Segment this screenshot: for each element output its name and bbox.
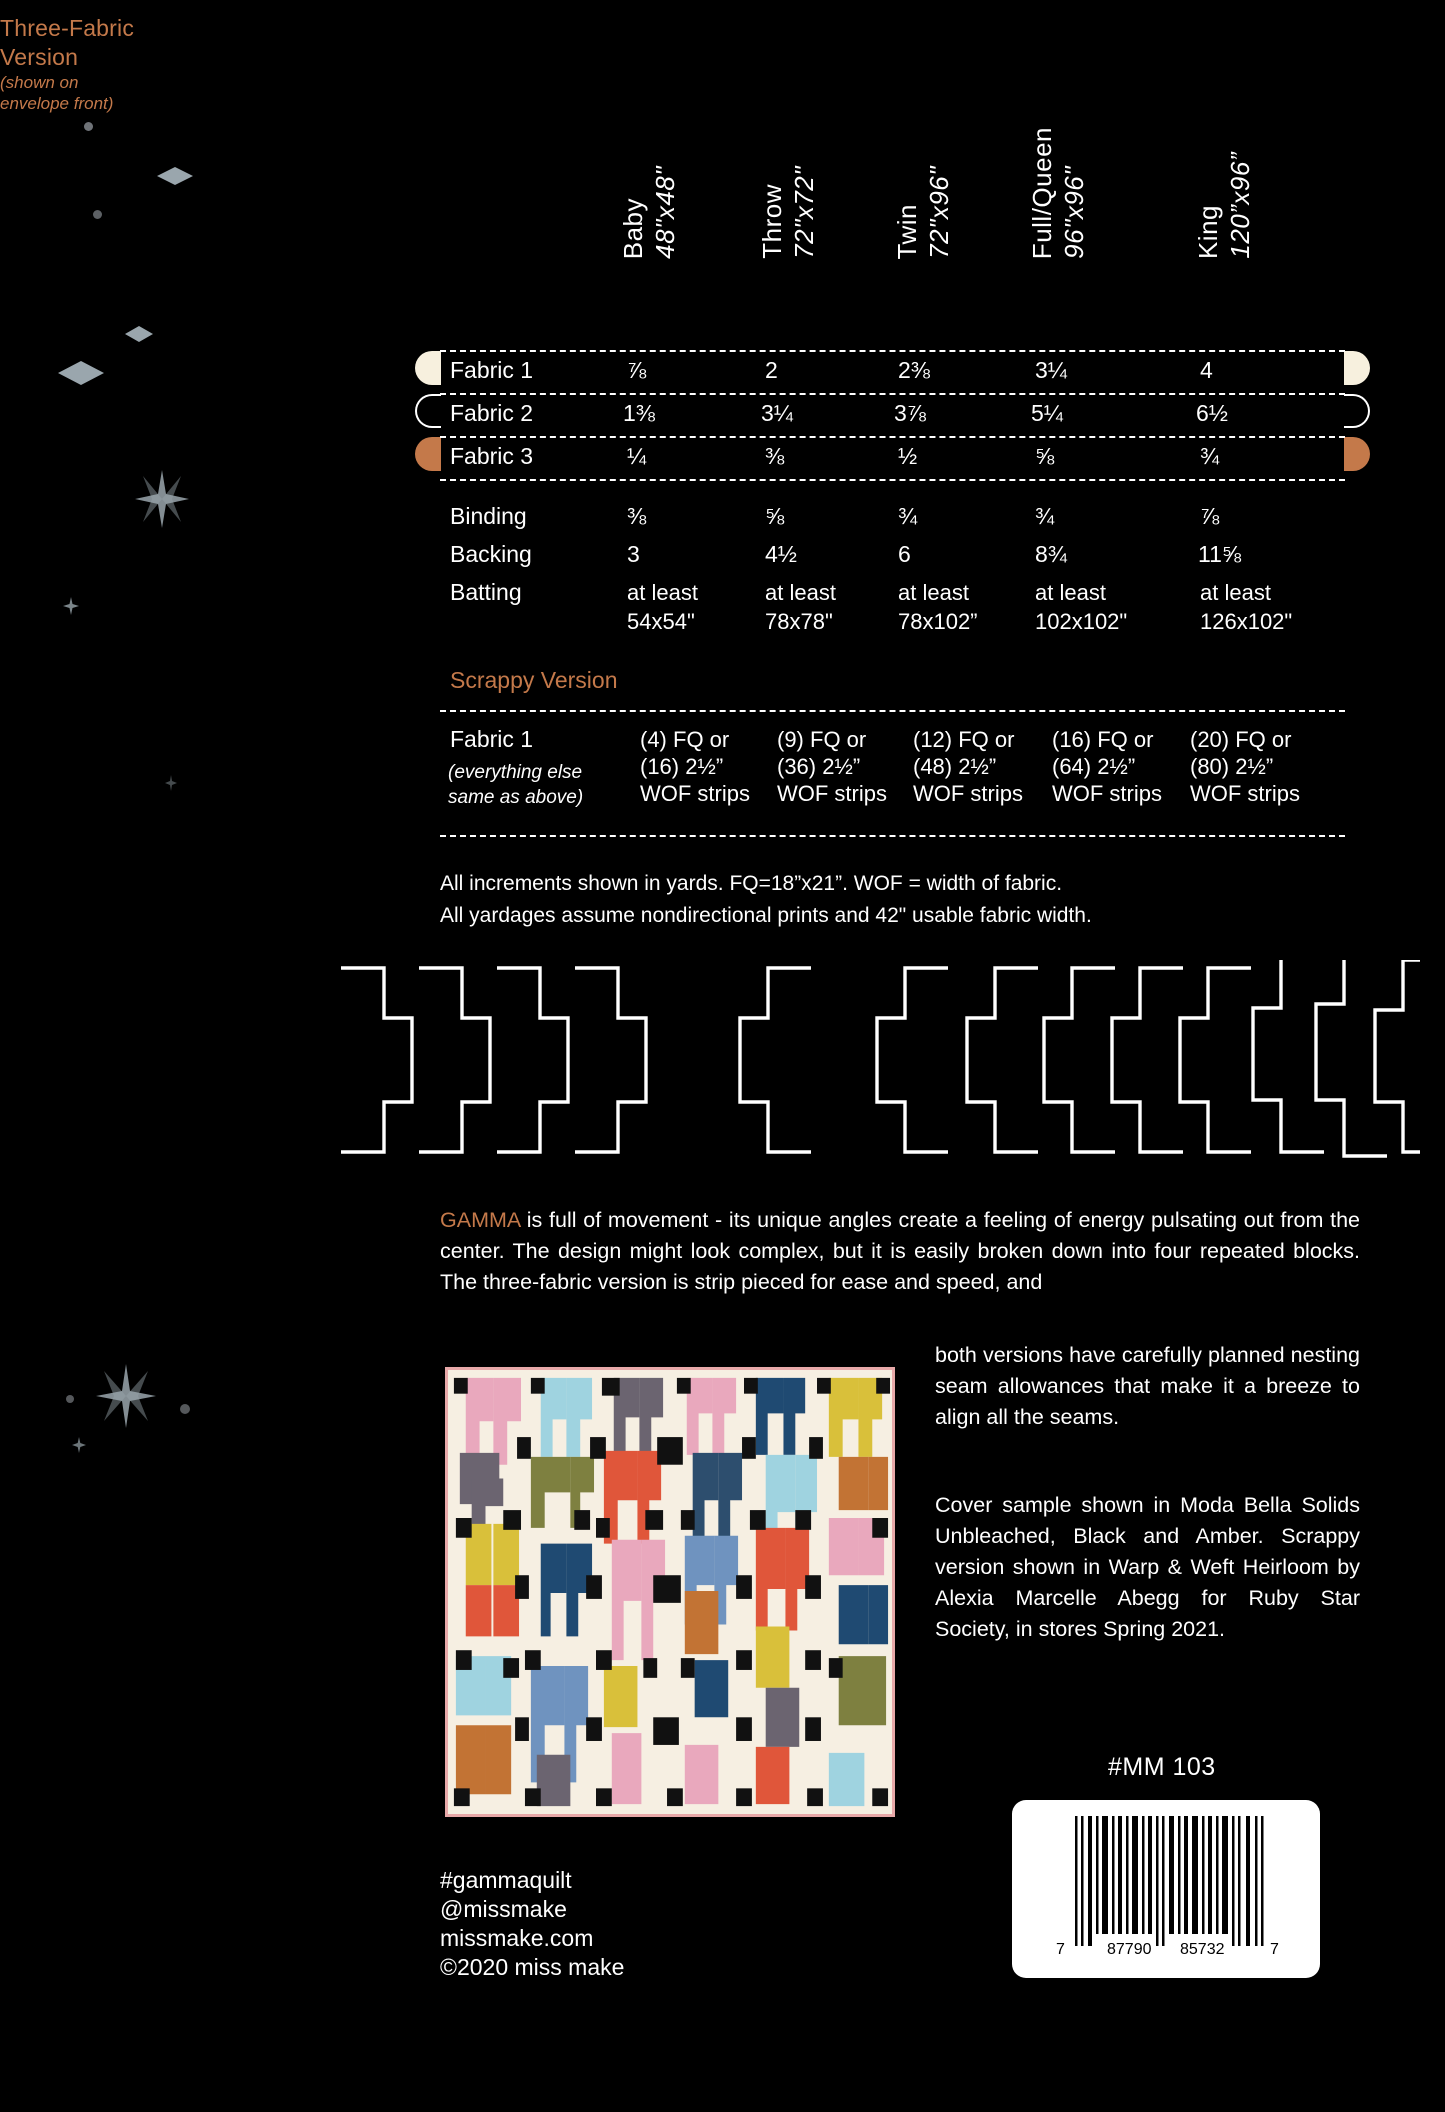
sparkle-icon bbox=[135, 470, 189, 528]
column-header-full-queen: Full/Queen bbox=[1027, 126, 1057, 259]
table-divider bbox=[440, 436, 1345, 438]
backing-twin: 6 bbox=[898, 541, 911, 567]
scrappy-cell-full-queen bbox=[1052, 726, 1162, 807]
column-header-throw-dims: 72"x72" bbox=[789, 166, 819, 259]
description-paragraph-2: Cover sample shown in Moda Bella Solids Unbleached, Black and Amber. Scrappy version shown in Warp & Weft Heirloom by Alexia Marcelle Abegg for Ruby Star Society, in stores Spring 2021. bbox=[935, 1493, 1360, 1641]
binding-king: ⅞ bbox=[1200, 503, 1220, 529]
description-para-1-text: is full of movement - its unique angles create a feeling of energy pulsating out from the center. The design might look complex, but it is easily broken down into four repeated blocks. The three-fabric version is strip pieced for ease and speed, and bbox=[440, 1208, 1360, 1294]
diamond-icon bbox=[155, 163, 195, 189]
title-line-1: Three-Fabric bbox=[0, 15, 135, 41]
backing-full-queen: 8¾ bbox=[1035, 541, 1067, 567]
scrappy-cell-throw bbox=[777, 726, 887, 807]
barcode-digit-group1: 87790 bbox=[1107, 1941, 1152, 1958]
scrappy-cell-king bbox=[1190, 726, 1300, 807]
fabric-1-twin: 2⅜ bbox=[898, 357, 930, 383]
binding-throw: ⅝ bbox=[765, 503, 785, 529]
batting-twin-l1: at least bbox=[898, 580, 969, 605]
hashtag-text: #gammaquilt bbox=[440, 1867, 572, 1893]
fabric-3-twin: ½ bbox=[898, 443, 918, 469]
column-header-full-queen-dims: 96"x96" bbox=[1059, 166, 1089, 259]
fabric-3-throw: ⅜ bbox=[765, 443, 785, 469]
batting-king-l1: at least bbox=[1200, 580, 1271, 605]
measurement-notes bbox=[440, 868, 1092, 932]
fabric-1-swatch-right bbox=[1344, 351, 1370, 385]
binding-full-queen: ¾ bbox=[1035, 503, 1055, 529]
fabric-3-full-queen: ⅝ bbox=[1035, 443, 1055, 469]
column-header-throw: Throw bbox=[757, 184, 787, 259]
dot-icon bbox=[84, 122, 93, 131]
fabric-2-throw: 3¼ bbox=[761, 400, 793, 426]
scrappy-king-l3: WOF strips bbox=[1190, 781, 1300, 806]
small-sparkle-icon bbox=[72, 1437, 86, 1453]
scrappy-twin-l2: (48) 2½” bbox=[913, 754, 997, 779]
barcode bbox=[1012, 1800, 1320, 1978]
scrappy-divider-bottom bbox=[440, 835, 1345, 837]
table-divider bbox=[440, 479, 1345, 481]
scrappy-cell-twin bbox=[913, 726, 1023, 807]
scrappy-note-line-1: (everything else bbox=[448, 762, 583, 783]
social-block bbox=[440, 1866, 624, 1982]
handle-text: @missmake bbox=[440, 1896, 567, 1922]
batting-throw-l1: at least bbox=[765, 580, 836, 605]
fabric-2-king: 6½ bbox=[1196, 400, 1228, 426]
batting-full-queen-l1: at least bbox=[1035, 580, 1106, 605]
scrappy-cell-baby bbox=[640, 726, 750, 807]
three-fabric-subtitle bbox=[0, 72, 180, 114]
backing-label: Backing bbox=[450, 541, 532, 567]
backing-throw: 4½ bbox=[765, 541, 797, 567]
description-paragraph-1-wrap: both versions have carefully planned nesting seam allowances that make it a breeze to align all the seams. bbox=[935, 1343, 1360, 1429]
fabric-2-full-queen: 5¼ bbox=[1031, 400, 1063, 426]
batting-baby-l1: at least bbox=[627, 580, 698, 605]
binding-baby: ⅜ bbox=[627, 503, 647, 529]
scrappy-divider-top bbox=[440, 710, 1345, 712]
fabric-3-swatch-left bbox=[415, 437, 441, 471]
scrappy-baby-l2: (16) 2½” bbox=[640, 754, 724, 779]
fabric-1-throw: 2 bbox=[765, 357, 778, 383]
scrappy-full-queen-l1: (16) FQ or bbox=[1052, 727, 1154, 752]
small-sparkle-icon bbox=[165, 775, 177, 791]
dot-icon bbox=[180, 1404, 190, 1414]
table-divider bbox=[440, 393, 1345, 395]
binding-label: Binding bbox=[450, 503, 527, 529]
sparkle-icon bbox=[96, 1364, 156, 1428]
binding-twin: ¾ bbox=[898, 503, 918, 529]
table-divider bbox=[440, 350, 1345, 352]
decorative-bracket-band bbox=[325, 960, 1420, 1160]
three-fabric-title bbox=[0, 14, 170, 72]
scrappy-full-queen-l2: (64) 2½” bbox=[1052, 754, 1136, 779]
scrappy-fabric-1-label: Fabric 1 bbox=[450, 726, 534, 752]
fabric-3-baby: ¼ bbox=[627, 443, 647, 469]
copyright-text: ©2020 miss make bbox=[440, 1954, 625, 1980]
column-header-king: King bbox=[1193, 204, 1223, 259]
scrappy-king-l2: (80) 2½” bbox=[1190, 754, 1274, 779]
batting-label: Batting bbox=[450, 579, 522, 605]
quilt-photo bbox=[445, 1367, 895, 1817]
fabric-2-baby: 1⅜ bbox=[623, 400, 655, 426]
fabric-1-king: 4 bbox=[1200, 357, 1213, 383]
fabric-3-swatch-right bbox=[1344, 437, 1370, 471]
scrappy-baby-l1: (4) FQ or bbox=[640, 727, 730, 752]
batting-throw-l2: 78x78" bbox=[765, 609, 833, 634]
barcode-digit-group2: 85732 bbox=[1180, 1941, 1225, 1958]
scrappy-fabric-1-note bbox=[448, 760, 643, 810]
pattern-sku: #MM 103 bbox=[1108, 1753, 1216, 1781]
subtitle-line-1: (shown on bbox=[0, 73, 79, 92]
scrappy-twin-l3: WOF strips bbox=[913, 781, 1023, 806]
fabric-1-full-queen: 3¼ bbox=[1035, 357, 1067, 383]
fabric-2-twin: 3⅞ bbox=[894, 400, 926, 426]
description-paragraph-1 bbox=[440, 1205, 1360, 1298]
fabric-1-swatch-left bbox=[415, 351, 441, 385]
backing-king: 11⅝ bbox=[1198, 541, 1242, 567]
fabric-2-label: Fabric 2 bbox=[450, 400, 534, 426]
diamond-icon bbox=[123, 323, 155, 345]
pattern-name: GAMMA bbox=[440, 1208, 521, 1232]
scrappy-baby-l3: WOF strips bbox=[640, 781, 750, 806]
title-line-2: Version bbox=[0, 44, 79, 70]
column-header-baby: Baby bbox=[618, 197, 648, 259]
fabric-1-label: Fabric 1 bbox=[450, 357, 534, 383]
scrappy-throw-l2: (36) 2½” bbox=[777, 754, 861, 779]
scrappy-twin-l1: (12) FQ or bbox=[913, 727, 1015, 752]
column-header-twin: Twin bbox=[892, 203, 922, 259]
batting-king-l2: 126x102" bbox=[1200, 609, 1293, 634]
scrappy-version-title: Scrappy Version bbox=[450, 667, 618, 693]
fabric-3-label: Fabric 3 bbox=[450, 443, 534, 469]
scrappy-note-line-2: same as above) bbox=[448, 787, 584, 808]
batting-twin-l2: 78x102” bbox=[898, 609, 978, 634]
dot-icon bbox=[93, 210, 102, 219]
note-line-1: All increments shown in yards. FQ=18”x21”. WOF = width of fabric. bbox=[440, 872, 1063, 895]
fabric-1-baby: ⅞ bbox=[627, 357, 647, 383]
column-header-twin-dims: 72"x96" bbox=[924, 166, 954, 259]
column-header-baby-dims: 48"x48" bbox=[650, 166, 680, 259]
fabric-3-king: ¾ bbox=[1200, 443, 1220, 469]
backing-baby: 3 bbox=[627, 541, 640, 567]
scrappy-throw-l1: (9) FQ or bbox=[777, 727, 867, 752]
batting-full-queen-l2: 102x102" bbox=[1035, 609, 1128, 634]
website-link[interactable]: missmake.com bbox=[440, 1925, 594, 1951]
fabric-2-swatch-right bbox=[1344, 394, 1370, 428]
small-sparkle-icon bbox=[63, 597, 79, 615]
dot-icon bbox=[66, 1395, 74, 1403]
quilt-illustration bbox=[448, 1370, 892, 1814]
fabric-2-swatch-left bbox=[415, 394, 441, 428]
column-header-king-dims: 120”x96” bbox=[1225, 152, 1255, 259]
scrappy-full-queen-l3: WOF strips bbox=[1052, 781, 1162, 806]
subtitle-line-2: envelope front) bbox=[0, 94, 114, 113]
barcode-digit-right: 7 bbox=[1270, 1941, 1279, 1958]
diamond-icon bbox=[56, 358, 106, 388]
scrappy-throw-l3: WOF strips bbox=[777, 781, 887, 806]
scrappy-king-l1: (20) FQ or bbox=[1190, 727, 1292, 752]
note-line-2: All yardages assume nondirectional prints and 42" usable fabric width. bbox=[440, 904, 1092, 927]
barcode-digit-left: 7 bbox=[1056, 1941, 1065, 1958]
batting-baby-l2: 54x54" bbox=[627, 609, 695, 634]
